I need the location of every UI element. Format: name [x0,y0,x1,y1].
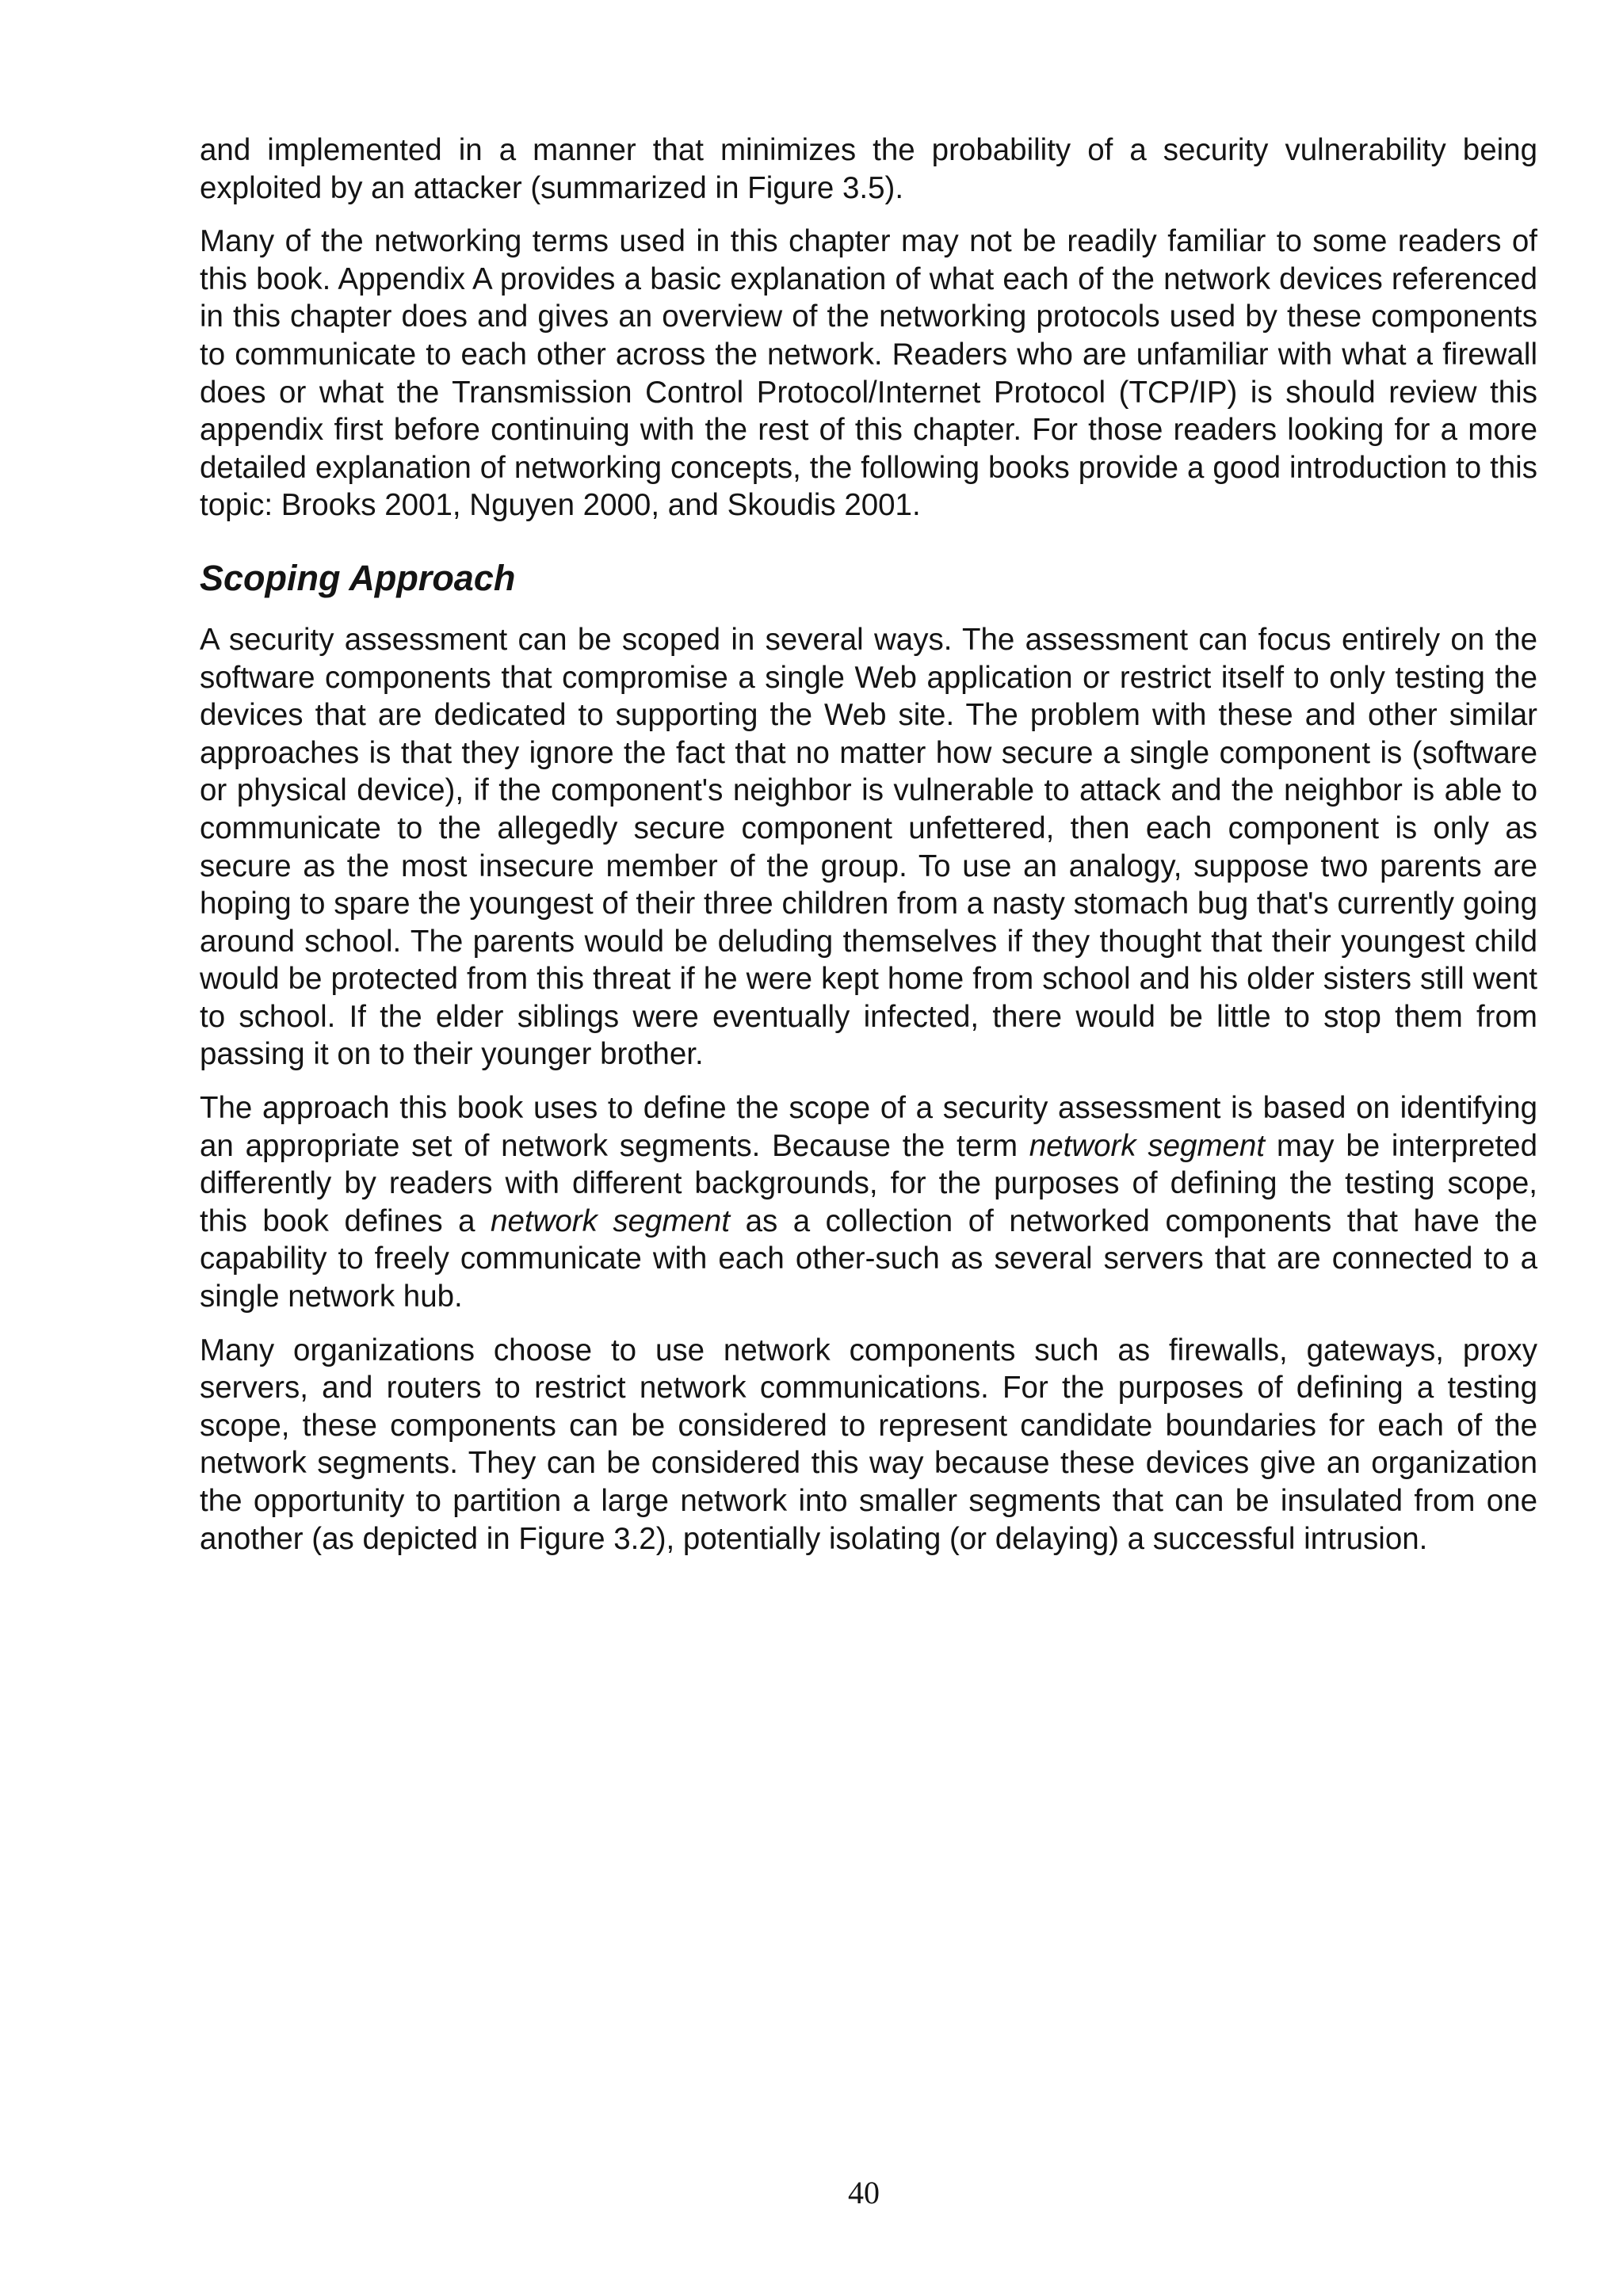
paragraph-scoping-ways: A security assessment can be scoped in several ways. The assessment can focus entirely on the software components that compromise a single Web application or restrict itself to only testing the devices that are dedicated to supporting the Web site. The problem with these and other similar approaches is that they ignore the fact that no matter how secure a single component is (software or physical device), if the component's neighbor is vulnerable to attack and the neighbor is able to communicate to the allegedly secure component unfettered, then each component is only as secure as the most insecure member of the group. To use an analogy, suppose two parents are hoping to spare the youngest of their three children from a nasty stomach bug that's currently going around school. The parents would be deluding themselves if they thought that their youngest child would be protected from this threat if he were kept home from school and his older sisters still went to school. If the elder siblings were eventually infected, there would be little to stop them from passing it on to their younger brother. [200,622,1537,1072]
section-heading-scoping-approach: Scoping Approach [200,557,516,598]
paragraph-network-segments [200,1089,1537,1316]
term-network-segment: network segment [1029,1128,1266,1163]
text-column [200,132,1537,1573]
paragraph-networking-terms: Many of the networking terms used in this chapter may not be readily familiar to some readers of this book. Appendix A provides a basic explanation of what each of the network devices referenced in this chapter does and gives an overview of the networking protocols used by these components to communicate to each other across the network. Readers who are unfamiliar with what a firewall does or what the Transmission Control Protocol/Internet Protocol (TCP/IP) is should review this appendix first before continuing with the rest of this chapter. For those readers looking for a more detailed explanation of networking concepts, the following books provide a good introduction to this topic: Brooks 2001, Nguyen 2000, and Skoudis 2001. [200,224,1537,523]
paragraph-boundaries: Many organizations choose to use network components such as firewalls, gateways, proxy servers, and routers to restrict network communications. For the purposes of defining a testing scope, these components can be considered to represent candidate boundaries for each of the network segments. They can be considered this way because these devices give an organization the opportunity to partition a large network into smaller segments that can be insulated from one another (as depicted in Figure 3.2), potentially isolating (or delaying) a successful intrusion. [200,1333,1537,1556]
text-run: The approach this book uses to define the scope of a security assessment is based on identifying an appropriate set of network segments. Because the term [200,1091,1537,1163]
text-run: as a collection of networked components that have the capability to freely communicate with each other-such as several servers that are connected to a single network hub. [200,1203,1538,1314]
page-number: 40 [848,2175,880,2210]
text-run: may be interpreted differently by readers with different backgrounds, for the purposes of defining the testing scope, this book defines a [200,1128,1537,1238]
term-network-segment: network segment [491,1203,731,1238]
paragraph-intro-continuation: and implemented in a manner that minimizes the probability of a security vulnerability being exploited by an attacker (summarized in Figure 3.5). [200,133,1537,205]
